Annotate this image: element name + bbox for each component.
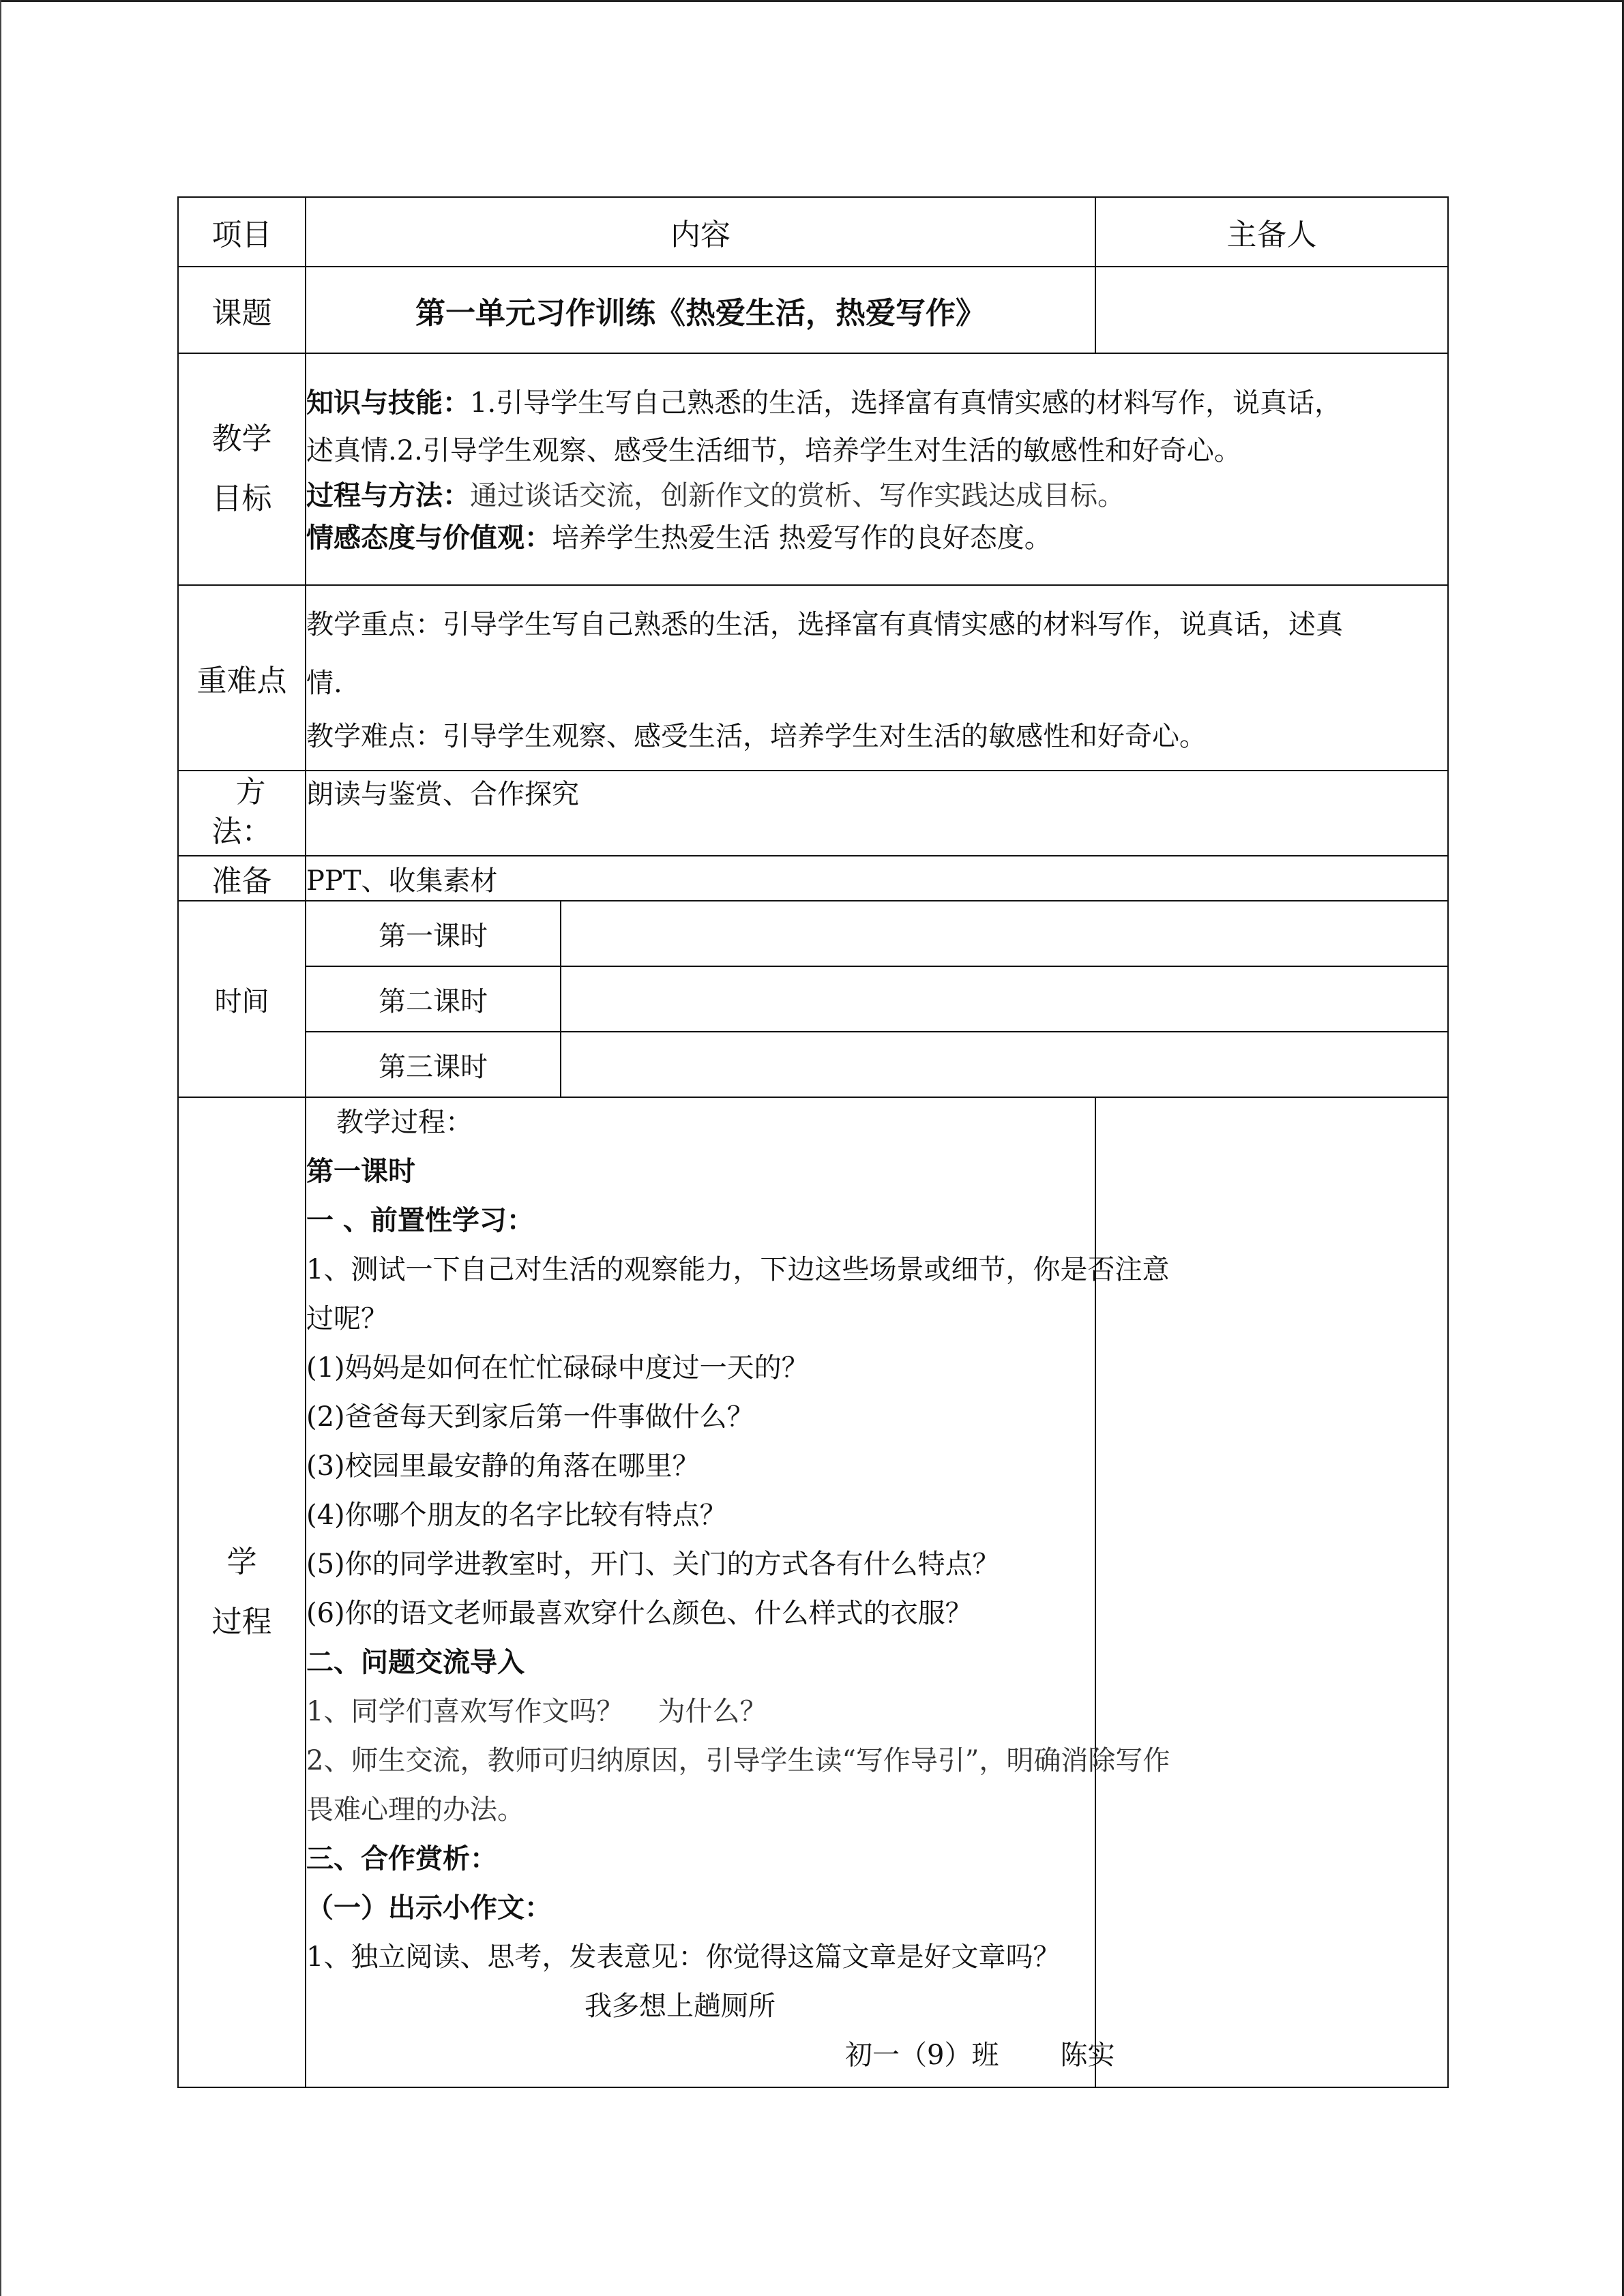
process-period1: 第一课时 [306, 1155, 415, 1187]
knowledge-text-2: 述真情.2.引导学生观察、感受生活细节，培养学生对生活的敏感性和好奇心。 [306, 435, 1241, 466]
prep-row [178, 856, 1448, 901]
essay-author: 陈实 [1060, 2040, 1115, 2071]
header-owner: 主备人 [1095, 197, 1448, 267]
time-period-3: 第三课时 [306, 1032, 561, 1097]
header-content: 内容 [306, 197, 1095, 267]
focus-line-1: 教学重点：引导学生写自己熟悉的生活，选择富有真情实感的材料写作，说真话，述真 [306, 609, 1343, 640]
difficulty-line: 教学难点：引导学生观察、感受生活，培养学生对生活的敏感性和好奇心。 [306, 721, 1207, 752]
prep-value: PPT、收集素材 [306, 856, 1448, 901]
goals-content [306, 353, 1448, 585]
goals-label [178, 353, 306, 585]
page-top-border [0, 0, 1624, 2]
topic-row [178, 267, 1448, 353]
time-period-3-value [561, 1032, 1448, 1097]
process-item1-line2: 过呢？ [306, 1303, 388, 1335]
process-sub1: （一）出示小作文： [306, 1892, 552, 1924]
s2-item1-b: 为什么？ [658, 1696, 767, 1727]
s2-item1-a: 1、同学们喜欢写作文吗？ [306, 1696, 624, 1727]
process-intro: 教学过程： [336, 1107, 473, 1138]
s2-item1 [306, 1687, 1095, 1736]
process-label-line2: 过程 [211, 1605, 272, 1639]
question-4: (4)你哪个朋友的名字比较有特点？ [306, 1500, 727, 1531]
s3-item1: 1、独立阅读、思考，发表意见：你觉得这篇文章是好文章吗？ [306, 1941, 1061, 1973]
time-row-3 [178, 1032, 1448, 1097]
method-label-line1: 方 [235, 775, 266, 809]
time-row-2 [178, 966, 1448, 1032]
essay-byline [306, 2031, 1115, 2080]
time-period-2: 第二课时 [306, 966, 561, 1032]
process-label: 过程与方法： [306, 479, 470, 511]
question-1: (1)妈妈是如何在忙忙碌碌中度过一天的？ [306, 1352, 809, 1384]
process-label [178, 1097, 306, 2087]
time-label: 时间 [178, 901, 306, 1097]
process-content [306, 1097, 1170, 2087]
lesson-plan-table [177, 196, 1449, 2088]
question-5: (5)你的同学进教室时，开门、关门的方式各有什么特点？ [306, 1549, 1000, 1580]
process-side-cell [1095, 1097, 1448, 2087]
process-label-line1: 学 [226, 1545, 257, 1579]
knowledge-label: 知识与技能： [306, 387, 470, 419]
essay-class: 初一（9）班 [845, 2040, 999, 2071]
method-value: 朗读与鉴赏、合作探究 [306, 771, 1448, 856]
s2-item2-line1: 2、师生交流，教师可归纳原因，引导学生读“写作导引”，明确消除写作 [306, 1745, 1170, 1776]
keypoints-content [306, 585, 1448, 771]
focus-line-2: 情. [306, 668, 342, 699]
header-item: 项目 [178, 197, 306, 267]
s2-item2-line2: 畏难心理的办法。 [306, 1794, 525, 1825]
process-section3: 三、合作赏析： [306, 1843, 497, 1875]
goals-label-line1: 教学 [211, 421, 272, 456]
time-period-1-value [561, 901, 1448, 966]
page-left-border [0, 0, 1, 2296]
process-row [178, 1097, 1448, 2087]
process-section1: 一 、前置性学习： [306, 1204, 534, 1236]
method-label-line2: 法： [211, 814, 272, 849]
question-2: (2)爸爸每天到家后第一件事做什么？ [306, 1401, 754, 1433]
process-item1-line1: 1、测试一下自己对生活的观察能力，下边这些场景或细节，你是否注意 [306, 1254, 1170, 1285]
topic-label: 课题 [178, 267, 306, 353]
process-section2: 二、问题交流导入 [306, 1646, 525, 1678]
process-text: 通过谈话交流，创新作文的赏析、写作实践达成目标。 [470, 480, 1125, 511]
question-6: (6)你的语文老师最喜欢穿什么颜色、什么样式的衣服？ [306, 1598, 973, 1629]
keypoints-label: 重难点 [178, 585, 306, 771]
emotion-text: 培养学生热爱生活 热爱写作的良好态度。 [552, 522, 1052, 554]
method-row [178, 771, 1448, 856]
keypoints-row [178, 585, 1448, 771]
time-period-2-value [561, 966, 1448, 1032]
time-row-1 [178, 901, 1448, 966]
time-period-1: 第一课时 [306, 901, 561, 966]
knowledge-text-1: 1.引导学生写自己熟悉的生活，选择富有真情实感的材料写作，说真话， [470, 387, 1342, 419]
method-label [178, 771, 306, 856]
question-3: (3)校园里最安静的角落在哪里？ [306, 1450, 700, 1482]
emotion-label: 情感态度与价值观： [306, 522, 552, 554]
topic-owner-cell [1095, 267, 1448, 353]
topic-value: 第一单元习作训练《热爱生活，热爱写作》 [306, 267, 1095, 353]
goals-row [178, 353, 1448, 585]
header-row [178, 197, 1448, 267]
essay-title: 我多想上趟厕所 [585, 1991, 776, 2022]
goals-label-line2: 目标 [211, 481, 272, 516]
prep-label: 准备 [178, 856, 306, 901]
